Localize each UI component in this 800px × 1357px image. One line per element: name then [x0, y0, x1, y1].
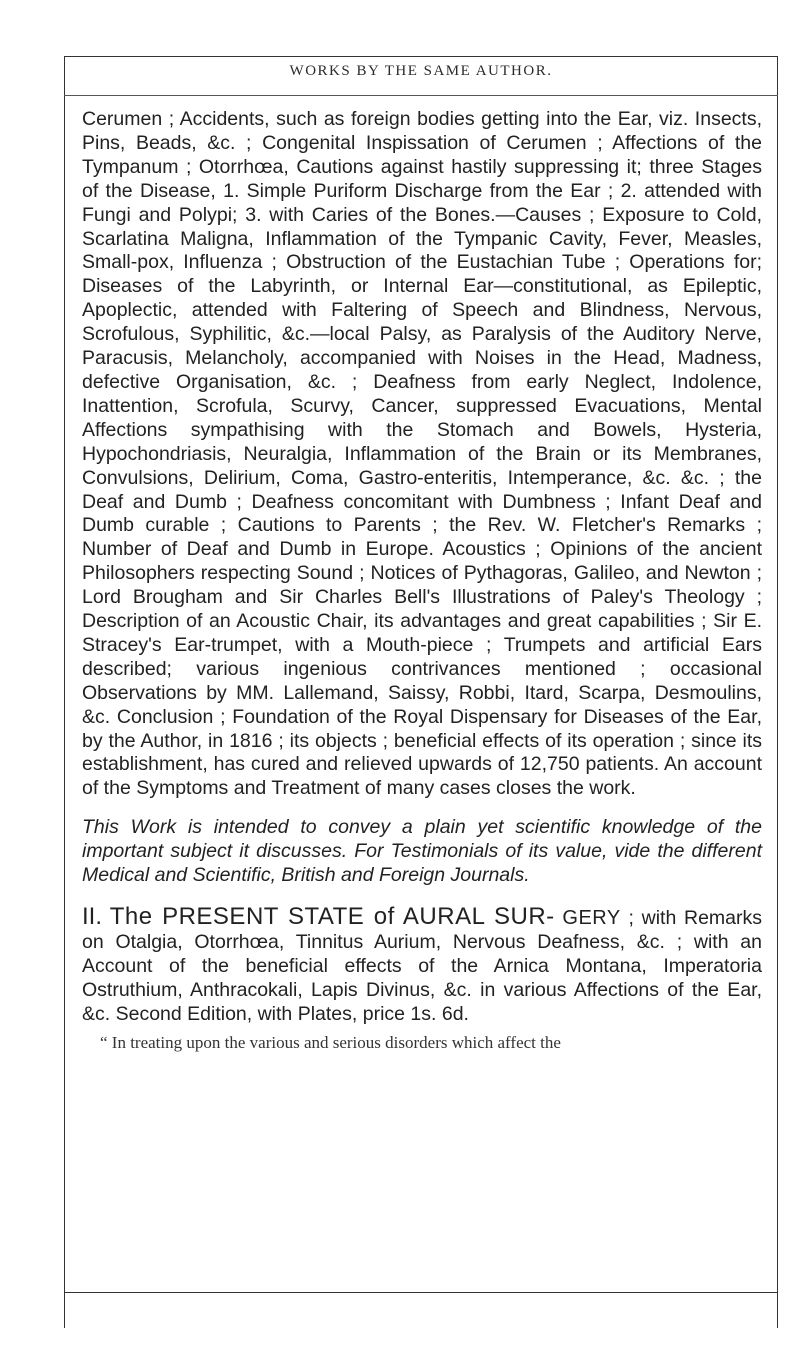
contents-paragraph: Cerumen ; Accidents, such as foreign bodies getting into the Ear, viz. Insects, Pins, Beads, &c. ; Congenital Inspissation of Cerumen ; Affections of the Tympanum ; Otorrhœa, Cautions against hastily suppressing it; three Stages of the Disease, 1. Simple Puriform Discharge from the Ear ; 2. attended with Fungi and Polypi; 3. with Caries of the Bones.—Causes ; Exposure to Cold, Scarlatina Maligna, Inflammation of the Tympanic Cavity, Fever, Measles, Small-pox, Influenza ; Obstruction of the Eustachian Tube ; Operations for; Diseases of the Labyrinth, or Internal Ear—constitutional, as Epileptic, Apoplectic, attended with Faltering of Speech and Blindness, Nervous, Scrofulous, Syphilitic, &c.—local Palsy, as Paralysis of the Auditory Nerve, Paracusis, Melancholy, accompanied with Noises in the Head, Madness, defective Organisation, &c. ; Deafness from early Neglect, Indolence, Inattention, Scrofula, Scurvy, Cancer, suppressed Evacuations, Mental Affections sympathising with the Stomach and Bowels, Hysteria, Hypochondriasis, Neuralgia, Inflammation of the Brain or its Membranes, Convulsions, Delirium, Coma, Gastro-enteritis, Intemperance, &c. &c. ; the Deaf and Dumb ; Deafness concomitant with Dumbness ; Infant Deaf and Dumb curable ; Cautions to Parents ; the Rev. W. Fletcher's Remarks ; Number of Deaf and Dumb in Europe. Acoustics ; Opinions of the ancient Philosophers respecting Sound ; Notices of Pythagoras, Galileo, and Newton ; Lord Brougham and Sir Charles Bell's Illustrations of Paley's Theology ; Description of an Acoustic Chair, its advantages and great capabilities ; Sir E. Stracey's Ear-trumpet, with a Mouth-piece ; Trumpets and artificial Ears described; various ingenious contrivances mentioned ; occasional Observations by MM. Lallemand, Saissy, Robbi, Itard, Scarpa, Desmoulins, &c. Conclusion ; Foundation of the Royal Dispensary for Diseases of the Ear, by the Author, in 1816 ; its objects ; beneficial effects of its operation ; since its establishment, has cured and relieved upwards of 12,750 patients. An account of the Symptoms and Treatment of many cases closes the work.: [82, 108, 762, 800]
header-rule: [64, 95, 778, 96]
section-numeral: II.: [82, 903, 103, 931]
section-title-part-2: GERY: [562, 907, 621, 930]
page-border-left: [64, 56, 65, 1328]
section-two: [82, 905, 762, 1026]
italic-note: This Work is intended to convey a plain yet scientific knowledge of the important subject it discusses. For Testimonials of its value, vide the different Medical and Scientific, British and Foreign Journals.: [82, 816, 762, 887]
running-head: WORKS BY THE SAME AUTHOR.: [289, 63, 553, 79]
quote-start: “ In treating upon the various and serious disorders which affect the: [100, 1033, 561, 1053]
section-title-part-1: The PRESENT STATE of AURAL SUR-: [109, 903, 555, 931]
page-border-top: [64, 56, 778, 57]
page-border-bottom: [64, 1292, 778, 1293]
section-text: ; with Remarks on Otalgia, Otorrhœa, Tinnitus Aurium, Nervous Deafness, &c. ; with an Account of the beneficial effects of the Arnica Montana, Imperatoria Ostruthium, Anthracokali, Lapis Divinus, &c. in various Affections of the Ear, &c. Second Edition, with Plates, price 1s. 6d.: [82, 907, 763, 1026]
page-border-right: [777, 56, 778, 1328]
page-content: [82, 108, 762, 1054]
